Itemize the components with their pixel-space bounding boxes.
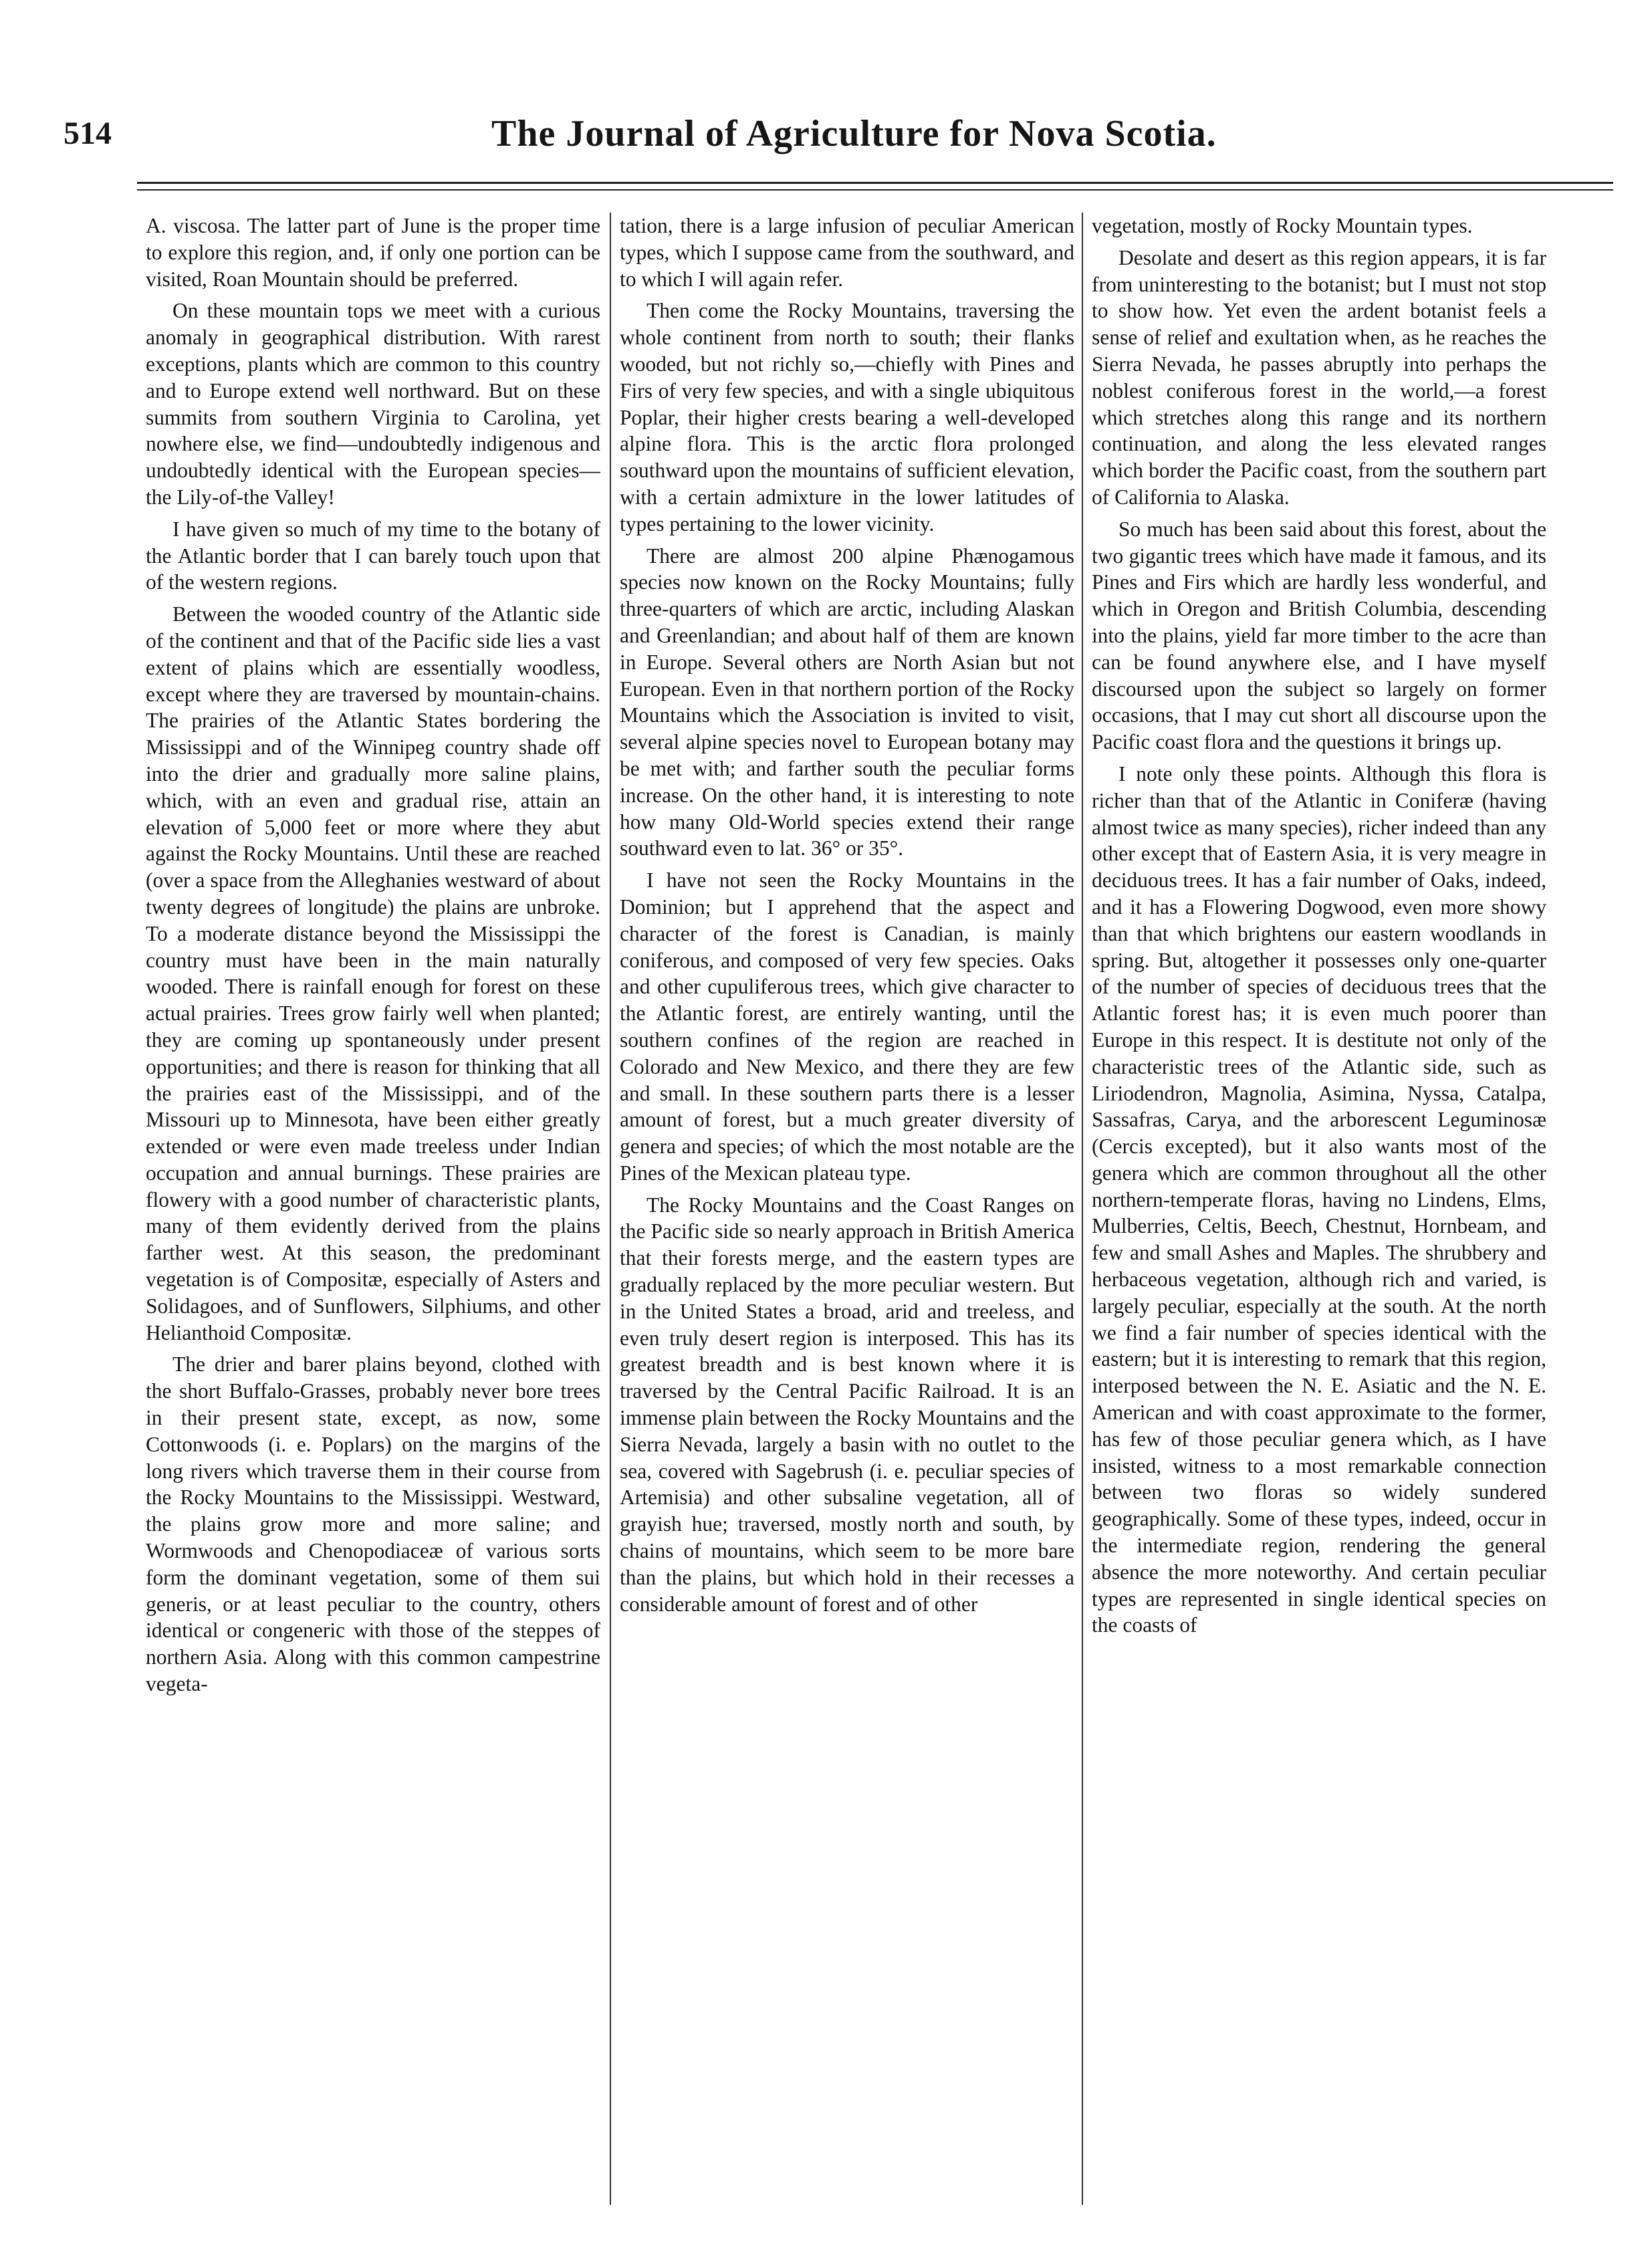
- journal-title: The Journal of Agriculture for Nova Scotia.: [491, 113, 1217, 154]
- paragraph: The drier and barer plains beyond, clothed with the short Buffalo-Grasses, probably never bore trees in their present state, except, as now, some Cottonwoods (i. e. Poplars) on the margins of the long rivers which traverse them in their course from the Rocky Mountains to the Mississippi. Westward, the plains grow more and more saline; and Wormwoods and Chenopodiaceæ of various sorts form the dominant vegetation, some of them sui generis, or at least peculiar to the country, others identical or congeneric with those of the steppes of northern Asia. Along with this common campestrine vegeta-: [146, 1352, 600, 1696]
- paragraph: tation, there is a large infusion of peculiar American types, which I suppose came from the southward, and to which I will again refer.: [620, 214, 1074, 291]
- paragraph: A. viscosa. The latter part of June is the proper time to explore this region, and, if only one portion can be visited, Roan Mountain should be preferred.: [146, 214, 600, 291]
- paragraph: I have given so much of my time to the botany of the Atlantic border that I can barely touch upon that of the western regions.: [146, 517, 600, 594]
- column-3: [1092, 213, 1546, 2212]
- paragraph: I have not seen the Rocky Mountains in the Dominion; but I apprehend that the aspect and character of the forest is Canadian, is mainly coniferous, and composed of very few species. Oaks and other cupuliferous trees, which give character to the Atlantic forest, are entirely wanting, until the southern confines of the region are reached in Colorado and New Mexico, and there they are few and small. In these southern parts there is a lesser amount of forest, but a much greater diversity of genera and species; of which the most notable are the Pines of the Mexican plateau type.: [620, 868, 1074, 1185]
- paragraph: vegetation, mostly of Rocky Mountain types.: [1092, 214, 1473, 237]
- column-separator: [1082, 213, 1083, 2205]
- paragraph: So much has been said about this forest, about the two gigantic trees which have made it famous, and its Pines and Firs which are hardly less wonderful, and which in Oregon and British Columbia, descending into the plains, yield far more timber to the acre than can be found anywhere else, and I have myself discoursed upon the subject so largely on former occasions, that I may cut short all discourse upon the Pacific coast flora and the questions it brings up.: [1092, 517, 1546, 754]
- header-rule-thin: [137, 189, 1613, 191]
- paragraph: The Rocky Mountains and the Coast Ranges on the Pacific side so nearly approach in British America that their forests merge, and the eastern types are gradually replaced by the more peculiar western. But in the United States a broad, arid and treeless, and even truly desert region is interposed. This has its greatest breadth and is best known where it is traversed by the Central Pacific Railroad. It is an immense plain between the Rocky Mountains and the Sierra Nevada, largely a basin with no outlet to the sea, covered with Sagebrush (i. e. peculiar species of Artemisia) and other subsaline vegetation, all of grayish hue; traversed, mostly north and south, by chains of mountains, which seem to be more bare than the plains, but which hold in their recesses a considerable amount of forest and of other: [620, 1193, 1074, 1616]
- paragraph: There are almost 200 alpine Phænogamous species now known on the Rocky Mountains; fully three-quarters of which are arctic, including Alaskan and Greenlandian; and about half of them are known in Europe. Several others are North Asian but not European. Even in that northern portion of the Rocky Mountains which the Association is invited to visit, several alpine species novel to European botany may be met with; and farther south the peculiar forms increase. On the other hand, it is interesting to note how many Old-World species extend their range southward even to lat. 36° or 35°.: [620, 544, 1074, 860]
- paragraph: Then come the Rocky Mountains, traversing the whole continent from north to south; their flanks wooded, but not richly so,—chiefly with Pines and Firs of very few species, and with a single ubiquitous Poplar, their higher crests bearing a well-developed alpine flora. This is the arctic flora prolonged southward upon the mountains of sufficient elevation, with a certain admixture in the lower latitudes of types pertaining to the lower vicinity.: [620, 299, 1074, 535]
- paragraph: On these mountain tops we meet with a curious anomaly in geographical distribution. With rarest exceptions, plants which are common to this country and to Europe extend well northward. But on these summits from southern Virginia to Carolina, yet nowhere else, we find—undoubtedly indigenous and undoubtedly identical with the European species—the Lily-of-the Valley!: [146, 299, 600, 509]
- column-separator: [610, 213, 611, 2205]
- page-number: 514: [64, 116, 112, 151]
- paragraph: Desolate and desert as this region appears, it is far from uninteresting to the botanist; but I must not stop to show how. Yet even the ardent botanist feels a sense of relief and exultation when, as he reaches the Sierra Nevada, he passes abruptly into perhaps the noblest coniferous forest in the world,—a forest which stretches along this range and its northern continuation, and along the less elevated ranges which border the Pacific coast, from the southern part of California to Alaska.: [1092, 245, 1546, 509]
- column-1: [146, 213, 600, 2212]
- paragraph: I note only these points. Although this flora is richer than that of the Atlantic in Coniferæ (having almost twice as many species), richer indeed than any other except that of Eastern Asia, it is very meagre in deciduous trees. It has a fair number of Oaks, indeed, and it has a Flowering Dogwood, even more showy than that which brightens our eastern woodlands in spring. But, altogether it possesses only one-quarter of the number of species of deciduous trees that the Atlantic forest has; it is even much poorer than Europe in this respect. It is destitute not only of the characteristic trees of the Atlantic side, such as Liriodendron, Magnolia, Asimina, Nyssa, Catalpa, Sassafras, Carya, and the arborescent Leguminosæ (Cercis excepted), but it also wants most of the genera which are common throughout all the other northern-temperate floras, having no Lindens, Elms, Mulberries, Celtis, Beech, Chestnut, Hornbeam, and few and small Ashes and Maples. The shrubbery and herbaceous vegetation, although rich and varied, is largely peculiar, especially at the south. At the north we find a fair number of species identical with the eastern; but it is interesting to remark that this region, interposed between the N. E. Asiatic and the N. E. American and with coast approximate to the former, has few of those peculiar genera which, as I have insisted, witness to a most remarkable connection between two floras so widely sundered geographically. Some of these types, indeed, occur in the intermediate region, rendering the general absence the more noteworthy. And certain peculiar types are represented in single identical species on the coasts of: [1092, 761, 1546, 1637]
- header-rule: [137, 182, 1613, 184]
- paragraph: Between the wooded country of the Atlantic side of the continent and that of the Pacific side lies a vast extent of plains which are essentially woodless, except where they are traversed by mountain-chains. The prairies of the Atlantic States bordering the Mississippi and of the Winnipeg country shade off into the drier and gradually more saline plains, which, with an even and gradual rise, attain an elevation of 5,000 feet or more where they abut against the Rocky Mountains. Until these are reached (over a space from the Alleghanies westward of about twenty degrees of longitude) the plains are unbroke. To a moderate distance beyond the Mississippi the country must have been in the main naturally wooded. There is rainfall enough for forest on these actual prairies. Trees grow fairly well when planted; they are coming up spontaneously under present opportunities; and there is reason for thinking that all the prairies east of the Mississippi, and of the Missouri up to Minnesota, have been either greatly extended or were even made treeless under Indian occupation and annual burnings. These prairies are flowery with a good number of characteristic plants, many of them evidently derived from the plains farther west. At this season, the predominant vegetation is of Compositæ, especially of Asters and Solidagoes, and of Sunflowers, Silphiums, and other Helianthoid Compositæ.: [146, 602, 600, 1344]
- column-2: [620, 213, 1074, 2212]
